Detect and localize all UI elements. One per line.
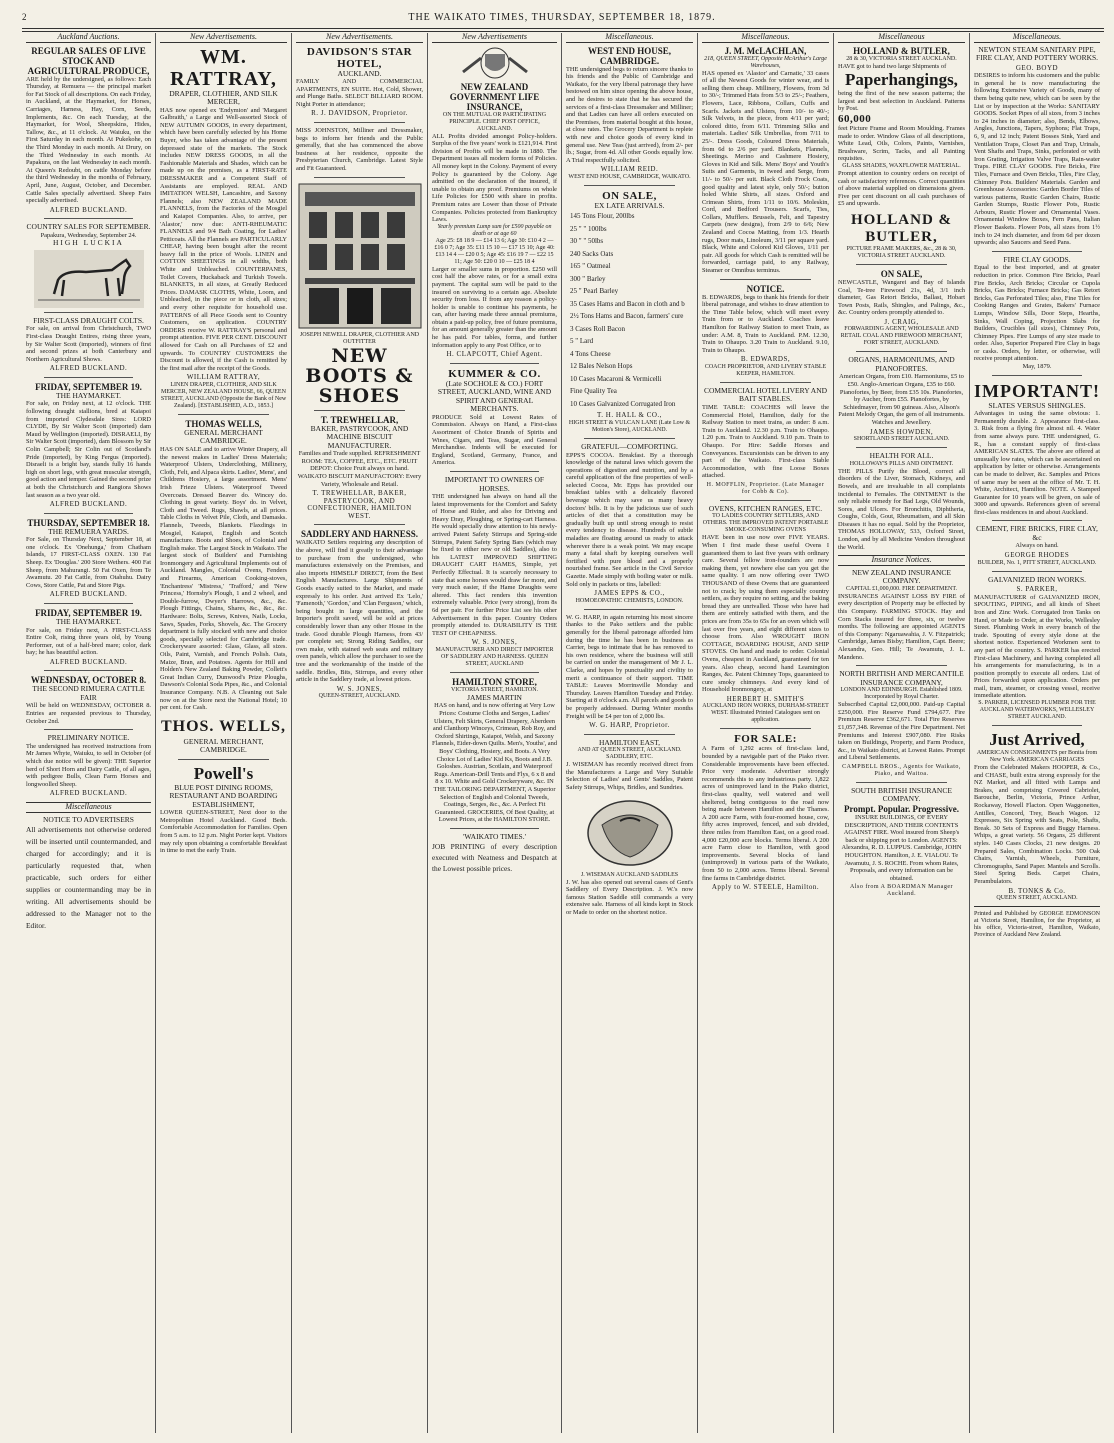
ad-signature: B. TONKS & Co.: [1008, 886, 1066, 895]
divider: [992, 571, 1082, 572]
ad-body-2: J. W. has also opened out several cases of Gent's Saddlery of Every Description. J. W.'s now famous Station Saddle still commands a very extensive sale. Harness of all kinds kept in Stock or Made to order on the shortest notice.: [566, 878, 693, 916]
ad-title: Just Arrived,: [989, 730, 1085, 750]
ad-signature: W. S. JONES,: [336, 684, 383, 693]
ad-owners-of-horses: [432, 476, 557, 668]
ad-address: QUEEN-STREET, AUCKLAND.: [318, 693, 401, 700]
ad-title: GRATEFUL—COMFORTING.: [581, 442, 678, 451]
ad-illustration-caption: HIGH LUCKIA: [53, 238, 124, 248]
ad-holloway: [838, 452, 965, 551]
ad-job-printing: [432, 833, 557, 875]
stock-list-item: 25 " " 100lbs: [570, 224, 607, 233]
ad-holland-butler-paper: [838, 46, 965, 208]
ad-entire-colt: [26, 608, 151, 666]
page-number: 2: [22, 12, 28, 22]
ad-title: REGULAR SALES OF LIVE STOCK AND AGRICULTURAL PRODUCE,: [27, 45, 150, 76]
divider: [856, 665, 947, 666]
column-8-header: Miscellaneous.: [974, 33, 1100, 43]
ad-signature: Also from A BOARDMAN Manager Auckland.: [850, 884, 953, 898]
ad-body-2: Larger or smaller sums in proportion. £250 will cost half the above rates, or for a small extra payment. The capital sum will be paid to the insured on surviving to a certain age. Absolute security from loss. If from any reason a policy-holder is unable to continue his payments, he can, after having made three annual premiums, obtain a paid-up policy, free of future premiums, for an amount generally greater than the amount he has paid. For tables, forms, and further information apply to any Post Office, or to: [432, 265, 557, 349]
ad-title: SADDLERY AND HARNESS.: [300, 529, 419, 540]
ad-body: A Farm of 1,292 acres of first-class land, bounded by a navigable part of the Piako river. Considerable improvements have been effected. Price very moderate. Advertiser strongly recommends this to any industrious party. 1,822 acres of unimproved land in the Piako district, first-class quality, well watered and well sheltered, being contiguous to the road now being made between Hamilton and the Thames. A 200 acre Farm, with four-roomed house, cow, fifty acres improved, fenced, and sub divided, three miles from Hamilton East, on a good road. 4,000 £20,000 acre blocks. Terms liberal. A 200 acre Farm close to Hamilton, with good improvements. Several blocks of land (unimproved) in various parts of the Waikato, from 50 to 2,000 acres. Terms liberal. Several fine farms in Cambridge district.: [702, 745, 829, 882]
divider: [178, 759, 269, 760]
ad-subtitle: PICTURE FRAME MAKERS, &c., 28 & 30, VICTORIA STREET AUCKLAND.: [846, 245, 957, 259]
column-1: [22, 33, 156, 1433]
coat-of-arms-icon: [455, 46, 535, 80]
ad-signature: H. CLAPCOTT, Chief Agent.: [446, 350, 543, 359]
ad-body: THE undersigned begs to return sincere thanks to his friends and the Public of Cambridge and Waikato, for the very liberal patronage they have bestowed on him since opening the above house, and he desires to state that he has secured the services of a first-class Dressmaker and Milliner; and that Ladies can have all orders executed on the Premises, from material bought at this house, at close rates. The Grocery Department is replete with new and choice goods of every kind in general use. New Teas (just arrived), from 2/- per lb.; Sugar, from 4d. All other Goods equally low. A Trial respectfully solicited.: [566, 65, 693, 164]
stock-list-item: 25 " Pearl Barley: [570, 287, 619, 296]
column-6-header: Miscellaneous.: [702, 33, 829, 43]
ad-craig-coal: [838, 269, 965, 348]
stock-list-item: 12 Bales Nelson Hops: [570, 362, 633, 371]
ad-title: THOS. WELLS,: [160, 717, 287, 735]
ad-body: ALL Profits divided amongst Policy-holders. Surplus of the five years' work is £121,914. First division of Profits will be made in 1880. The Department issues all modern forms of Policies. All money kept in the Colony. Payment of every Policy is guaranteed by the Colony. Age admitted on the declaration of the insured, if unable to obtain any proof. Premiums on whole Life Policies for £500 with share in profits. Premium rates are Lower than those of Private Companies. Policies protected from Bankruptcy Laws.: [432, 132, 557, 224]
ad-body: EPPS'S COCOA. Breakfast. By a thorough knowledge of the natural laws which govern the operations of digestion and nutrition, and by a careful application of the fine properties of well-selected Cocoa, Mr. Epps has provided our breakfast tables with a delicately flavored beverage which may save us many heavy doctors' bills. It is by the judicious use of such articles of diet that a constitution may be gradually built up until strong enough to resist every tendency to disease. Hundreds of subtle maladies are floating around us ready to attack wherever there is a weak point. We may escape many a fatal shaft by keeping ourselves well fortified with pure blood and a properly nourished frame. See article in the Civil Service Gazette. Made simply with boiling water or milk. Sold only in packets or tins, labelled:: [566, 451, 693, 588]
ad-subtitle: AND AT QUEEN STREET, AUCKLAND. SADDLERY, ETC.: [577, 747, 682, 761]
ad-signature: GEORGE RHODES: [1004, 551, 1070, 560]
ad-signature: WILLIAM REID.: [600, 165, 659, 174]
ad-address: AUCKLAND IRON WORKS, DURHAM-STREET WEST. Illustrated Printed Catalogues sent on application.: [702, 703, 829, 724]
masthead: [22, 12, 1102, 26]
ad-date: May, 1879.: [1022, 363, 1052, 371]
ad-epps-cocoa: [566, 443, 693, 605]
divider: [44, 513, 133, 514]
ad-subtitle: SLATES VERSUS SHINGLES.: [988, 400, 1086, 410]
premium-table: Age 25: £8 18 9 — £14 13 6; Age 30: £10 4 2 — £16 0 7; Age 35: £11 15 10 — £17 15 10; Age 40: £13 14 4 — £20 0 5; Age 45: £16 19 7 — £22 15 11; Age 50: £20 0 10 — £25 18 4: [434, 237, 555, 265]
ad-illustration-caption: J. WISEMAN AUCKLAND SADDLES: [580, 871, 679, 878]
ad-title: NEWTON STEAM SANITARY PIPE, FIRE CLAY, AND POTTERY WORKS.: [975, 44, 1099, 63]
ad-body: HAS opened ex 'Alastor' and Carnatic,' 33 cases of all the Newest Goods for winter wear, and is selling them cheap. Millinery, Flowers, from 3d to 30/-; Trimmed Hats from 5/3 to 25/-; Feathers, Flowers, Lace, Ribbons, Collars, Cuffs and Scarfs. Jackets and Ulsters, from 10/- to 40/-; Silk Velvets, in the piece, from 4/11 per yard; colored ditto, from 6/11. Trimming Silks and materials. Ladies' Silk Umbrellas, from 7/11 to 25/-. Dress Goods, Coloured Dress Materials, from 6d to 2/6 per yard. Blankets, Flannels, Sheetings. Merino and Cashmere Hosiery, Gloves in Kid and Silk. Mens' Boys' and Youth's Suits and Garments, in tweed and Serge, from 11/- to 50/- per suit. Black Cloth Frock Coats, good quality and latest style, only 50/-; button holed White Shirts, all sizes. Oxford and Crimean Shirts, from 1/11 to 10/6. Moleskin, Cord, and Bedford Trousers. Scarfs, Ties, Collars, Mufflers. Brussels, Felt, and Tapestry Carpets (new designs), from 2/9 to 6/6; New Zealand and Cocoa Matting, from 1/3. Hearth rugs, Door mats, Linoleum, 3/11 per square yard. Black, White and Colored Kid Gloves, 1/11 per pair. All goods for which Cash is remitted will be forwarded, carriage paid, to any Railway, Steamer or Omnibus terminus.: [702, 69, 829, 275]
ad-body: INSURANCES AGAINST LOSS BY FIRE of every description of Property may be effected by this Company. FARMING STOCK. Hay and Corn Stacks insured for three, six, or twelve months. The following are appointed AGENTS of this Company: Ngaruawahia, J. V. Fitzpatrick; Cambridge, James Bisby; Hamilton, Capt. Beere; Alexandra, Geo. Hill; Te Awamutu, J. L. Mandeno.: [838, 592, 965, 661]
masthead-rule: [22, 28, 1104, 29]
masthead-title: THE WAIKATO TIMES, THURSDAY, SEPTEMBER 18, 1879.: [408, 12, 716, 23]
ad-body: TIME TABLE: COACHES will leave the Commercial Hotel, Hamilton, daily for the Railway Station to meet trains, as under: 8 a.m. Train to Auckland. 12.30 p.m. Train to Ohaupo. 1.20 p.m. Train to Auckland. 9.10 p.m. Train to Ohaupo. For Hire: Saddle Horses and Conveyances. Excursionists can be driven to any part of the Waikato. First-class Stable Accommodation, with fine Loose Boxes attached.: [702, 403, 829, 480]
ad-body: Equal to the best imported, and at greater reduction in price. Common Fire Bricks, Pearl Fire Bricks, Arch Bricks; Circular or Cupola Bricks, Gas Bricks; Furnace Bricks; Gas Retort Bricks, Gas Perforated Tiles; also, Fine Tiles for Cooking Ranges and Grates, Bakers' Furnace Lumps, Window Sills, Door Steps, Hearths, Sinks, Wall Coping, Projection Slabs for Builders, Crucibles (all sizes), Chimney Pots, Chimney Pipes. Fire Lumps of any size made to order. Also, Superior Prepared Fire Clay in bags or casks. Orders, by letter, or otherwise, will receive prompt attention.: [974, 264, 1100, 363]
ad-subtitle: 218, QUEEN STREET, Opposite McArthur's Large Warehouses,: [704, 55, 827, 69]
column-5-header: Miscellaneous.: [566, 33, 693, 43]
ad-body: HAVE got to hand two large Shipments of: [838, 62, 947, 70]
divider: [450, 828, 539, 829]
divider: [992, 520, 1082, 521]
ad-body: Subscribed Capital £2,000,000. Paid-up Capital £250,000. Fire Reserve Fund £794,677. Fire Premium Reserve £362,671. Total Fire Reserves £1,057,348. Revenue of the Fire Department. Net Premiums and Interest £907,080. Fire Risks taken on Buildings, Property, and Farm Produce, &c., in Waikato district, at Lowest Rates. Prompt and Liberal Settlements.: [838, 701, 965, 762]
ad-galvanized-iron: [974, 576, 1100, 721]
ad-signature: ALFRED BUCKLAND.: [49, 364, 128, 373]
ad-title: HOLLAND & BUTLER,: [850, 211, 953, 245]
stock-list-item: 35 Cases Hams and Bacon in cloth and b: [570, 299, 685, 308]
ad-subtitle: HOMOEOPATHIC CHEMISTS, LONDON.: [575, 597, 684, 604]
ad-title: ORGANS, HARMONIUMS, AND PIANOFORTES.: [848, 355, 955, 373]
ad-body: Advantages in using the same obvious: 1. Permanently durable. 2. Appearance first-class. 3. Risk from a flying fire almost nil. 4. Water from same always pure. THE undersigned, G. R., has a constant supply of first-class AMERICAN SLATES. The above are offered at unusually low rates, which can be ascertained on application by letter or otherwise. Arrangements can be made to deliver, &c. Samples and Prices of same may be seen at the office of Mr. T. H. White, Architect, Hamilton. NOTE. A Stamped Guarantee for 10 years will be given, on sale of 3000 and upwards. References given of several first-class residences in and about Auckland.: [974, 410, 1100, 516]
ad-nz-insurance: [838, 569, 965, 661]
ad-body-3: feet Picture Frame and Room Moulding. Frames made to order. Window Glass of all descriptions, White Lead, Oils, Colors, Paints, Varnishes, Brushware, Scrim, Tacks, and all Painting requisites.: [838, 124, 965, 163]
ad-star-hotel: [296, 46, 423, 118]
ad-powells: [160, 764, 287, 855]
ad-body: Families and Trade supplied. REFRESHMENT ROOM: TEA, COFFEE, ETC., ETC. FRUIT DEPOT: Choice Fruit always on hand. WAIKATO BISCUIT MANUFACTORY: Every Variety, Wholesale and Retail.: [297, 450, 422, 488]
divider: [44, 670, 133, 671]
stock-list-item: 2½ Tons Hams and Bacon, farmers' cure: [570, 312, 684, 321]
ad-body: THE PILLS Purify the Blood, correct all disorders of the Liver, Stomach, Kidneys, and Bowels, and are invaluable in all complaints incidental to Females. The OINTMENT is the only reliable remedy for Bad Legs, Old Wounds, Sores, and Ulcers. For Bronchitis, Diphtheria, Coughs, Colds, Gout, Rheumatism, and all Skin Diseases it has no equal. Sold by the Proprietor, THOMAS HOLLOWAY, 533, Oxford Street, London, and by all Medicine Vendors throughout the World.: [838, 467, 965, 551]
ad-subtitle: BAKER, PASTRYCOOK, AND MACHINE BISCUIT MANUFACTURER.: [310, 423, 409, 450]
ad-title: NORTH BRITISH AND MERCANTILE INSURANCE COMPANY,: [839, 669, 964, 687]
ad-title: NEW BOOTS & SHOES: [305, 344, 414, 407]
divider: [314, 177, 405, 178]
ad-notice-advertisers: [26, 816, 151, 933]
column-3: [292, 33, 428, 1433]
divider: [720, 500, 811, 501]
ad-hamilton-store: [432, 677, 557, 824]
ad-body: INSURE BUILDINGS, OF EVERY DESCRIPTION, AND THEIR CONTENTS AGAINST FIRE. Wool insured from Sheep's back or shipping port to London. AGENTS: Alexandra, R. D. LUPPUS. Cambridge, JOHN HOUGHTON. Hamilton, J. E. VIALOU. Te Awamutu, J. S. ROCHE. From whom Rates, Proposals, and every information can be obtained.: [841, 813, 962, 882]
divider: [584, 609, 675, 610]
ad-subtitle: GENERAL MERCHANT, CAMBRIDGE.: [183, 736, 264, 755]
ad-title: COMMERCIAL HOTEL LIVERY AND BAIT STABLES.: [703, 385, 828, 404]
ad-edwards-notice: [702, 284, 829, 378]
ad-subtitle: FORWARDING AGENT, WHOLESALE AND RETAIL COAL AND FIREWOOD MERCHANT, FORT STREET, AUCKLAND.: [840, 326, 963, 347]
ad-title: 'WAIKATO TIMES.': [463, 831, 526, 841]
ad-subtitle: THE REMUERA YARDS.: [48, 526, 129, 536]
ad-title: FRIDAY, SEPTEMBER 19.: [35, 381, 142, 392]
ad-country-sales: [26, 223, 151, 308]
ad-title: CEMENT, FIRE BRICKS, FIRE CLAY, &c: [976, 524, 1098, 542]
divider: [314, 524, 405, 525]
stock-list-item: 10 Cases Macaroni & Vermicelli: [570, 374, 662, 383]
ad-title: WM. RATTRAY,: [170, 45, 277, 90]
ad-title: FIRE CLAY GOODS.: [1003, 254, 1071, 264]
column-2: [156, 33, 292, 1433]
ad-subtitle: TO LADIES COUNTRY SETTLERS, AND OTHERS. THE IMPROVED PATENT PORTABLE SMOKE-CONSUMING OVENS: [702, 513, 829, 534]
divider: [856, 447, 947, 448]
ad-body: W. G. HARP, in again returning his most sincere thanks to the Pako settlers and the public generally for the liberal patronage afforded him during the time he has been in business as Carrier, begs to intimate that he has removed to his own residence, where the business will still be carried on under the management of Mr J. L. Clarke, and hopes by punctuality and civility to merit a continuance of their support. TIME TABLE: Leaves Morrinsville Monday and Thursday. Leaves Hamilton Tuesday and Friday. Starting at 8 o'clock a.m. All parcels and goods to be properly addressed. During Winter months Freight will be £4 per ton of 2,000 lbs.: [566, 613, 693, 720]
ad-body: The undersigned has received instructions from Mr James Whyte, Waiuku, to sell in October (of which due notice will be given): THE Superior herd of Short Horn and Dairy Cattle, of all ages, with pedigree Bulls, Clean Farm Horses and longwoolled Sheep.: [26, 742, 151, 788]
ad-rattray: [160, 46, 287, 410]
ad-subtitle: SHORTLAND STREET AUCKLAND.: [853, 436, 950, 443]
stock-list-item: 10 Cases Galvanized Corrugated Iron: [570, 399, 676, 408]
ad-west-end-house: [566, 46, 693, 181]
ad-subtitle: HOLLOWAY'S PILLS AND OINTMENT.: [849, 460, 954, 467]
ad-body: HAS now opened ex 'Endymion' and 'Margaret Galbraith,' a Large and Well-assorted Stock of NEW AUTUMN GOODS, in every department, which have been carefully selected by his Home Buyer, who has taken advantage of the present depressed state of the markets. The Stock includes NEW DRESS GOODS, in all the Fashionable Materials and Shades, which can be made up on the premises, as a FIRST-RATE DRESSMAKER and a Competent Staff of Assistants are employed. REAL AND IMITATION WELSH, Lancashire, and Saxony Flannels; also NEW ZEALAND MADE FLANNELS, from the Factories of the Mosgiel and Kaiapoi Companies. Also, to arrive, per 'Alastor,' now due: ANTI-RHEUMATIC FLANNELS and 9/4 Bath Coating, for Ladies' Petticoats. All the Flannels are PARTICULARLY CHEAP, having been bought after the recent heavy fall in the price of Wools. LINEN and COTTON SHEETINGS in all widths, both White and Unbleached. COUNTERPANES, Toilet Covers, Huckaback and Turkish Towels. BLANKETS, in all sizes, at Greatly Reduced Prices. DAMASK CLOTHS, White, Loom, and Unbleached, in the piece or in cloth, all sizes; and every other requisite for household use. PATTERNS of all Piece Goods sent to Country Customers, on application. COUNTRY ORDERS receive W. RATTRAY'S personal and prompt attention. FIVE PER CENT. DISCOUNT allowed for Cash on all Purchases of £2 and upwards. To COUNTRY CUSTOMERS the Discount is allowed, if the Cash is remitted by the first mail after the receipt of the Goods.: [160, 106, 287, 372]
ad-body-2: being the first of the new season patterns; the largest and best selection in Auckland. Patterns by Post.: [838, 90, 965, 113]
ad-title: WEST END HOUSE, CAMBRIDGE.: [587, 45, 672, 66]
ad-title: HAMILTON EAST,: [598, 737, 661, 747]
ad-body: MANUFACTURER of GALVANIZED IRON, SPOUTING, PIPING, and all kinds of Sheet Iron and Zinc Work. Corrugated Iron Tanks on Hand, or Made to Order, at the Works, Wellesley Street. Plumbing Work in every branch of the trade. Spouting of every style done at the shortest notice. Experienced Workmen sent to any part of the country. S. PARKER has erected First-class Machinery, and having completed all his arrangements for manufacturing, is in a position promptly to execute all orders. List of Prices forwarded upon application. Orders per mail, tram, steamer, or crossing vessel, receive immediate attention.: [974, 593, 1100, 700]
divider: [44, 603, 133, 604]
saddle-engraving-icon: [580, 795, 680, 869]
column-6: [698, 33, 834, 1433]
ad-subtitle: WEST END HOUSE, CAMBRIDGE, WAIKATO.: [568, 173, 691, 180]
column-7-header: Miscellaneous: [838, 33, 965, 43]
ad-title: GALVANIZED IRON WORKS.: [988, 574, 1086, 584]
ad-signature: W. G. HARP, Proprietor.: [589, 721, 670, 730]
divider: [992, 375, 1082, 376]
premium-table-header: Yearly premium Lump sum for £500 payable on death or at age 60: [437, 223, 552, 237]
ad-signature-2: S. PARKER, LICENSED PLUMBER FOR THE AUCKLAND WATERWORKS, WELLESLEY STREET AUCKLAND.: [978, 700, 1096, 721]
ad-body: FAMILY AND COMMERCIAL APARTMENTS, EN SUITE. Hot, Cold, Shower, and Plunge Baths. SELECT BILLIARD ROOM. Night Porter in attendance;: [296, 78, 423, 108]
ad-address: HIGH STREET & VULCAN LANE (Late Low & Motion's Store), AUCKLAND.: [568, 420, 691, 433]
ad-name: JAMES MARTIN: [467, 692, 522, 702]
stock-list-item: 165 " Oatmeal: [570, 262, 611, 271]
column-4: [428, 33, 562, 1433]
ad-title: NOTICE TO ADVERTISERS: [43, 814, 134, 824]
ad-title: HOLLAND & BUTLER,: [853, 45, 950, 56]
ad-title: Powell's: [193, 763, 254, 783]
divider: [178, 414, 269, 415]
ad-title: SOUTH BRITISH INSURANCE COMPANY.: [851, 785, 952, 804]
ad-slates: [974, 380, 1100, 517]
column-1-header: Auckland Auctions.: [26, 33, 151, 43]
ad-title: COUNTRY SALES FOR SEPTEMBER.: [26, 222, 151, 232]
ad-subtitle: DRAPER, CLOTHIER, AND SILK MERCER,: [169, 88, 278, 107]
ad-signature: ALFRED BUCKLAND.: [49, 789, 128, 798]
divider: [44, 729, 133, 730]
ad-body: From the Celebrated Makers HOOPER, & Co., and CHASE, built extra strong expressly for the NZ Market, and all fitted with Lamps and Brakes, and comprising Covered Cabriolet, Barouche, Berlin, Victoria, Prince Arthur, Rockaway, Howell Flacton. Open Waggonettes, Antilles, Concord, Trey, Beach Wagon. 12 Expresses, Six Spring with Seats, Pole, Shafts, Break. 30 Sets of Express and Buggy Harness. Whips, a great variety. 56 Organs, 25 different styles. 140 Cases Clocks, 21 new designs. 20 Prepared Sales, Combination Locks. 500 Oak Chairs, Varnish, Wheels, Furniture, Chromographs, Sand Paper. Mantels and Scrolls. Steel Spring Beds. Carpet Chairs, Perambulators.: [974, 764, 1100, 885]
shopfront-engraving-icon: [297, 182, 423, 330]
ad-subtitle: EX LATE ARRIVALS.: [594, 200, 665, 210]
ad-body: All advertisements not otherwise ordered will be inserted until countermanded, and charged for accordingly; and it is particularly requested that, when practicable, such orders for either supplies or countermanding may be in writing. All advertisements should be addressed to the Manager not to the Editor.: [26, 825, 151, 930]
ad-signature: W. S. JONES,: [471, 638, 518, 647]
ad-title: ON SALE,: [602, 189, 657, 202]
ad-body: For sale, on arrival from Christchurch, TWO First-class Draught Entires, rising three years, by Sir Walter Scott (imported), winners of first and second prizes at both Canterbury and Northern Agricultural Shows.: [26, 325, 151, 363]
ad-title: HEALTH FOR ALL.: [869, 451, 934, 461]
ad-cattle-fair: [26, 675, 151, 725]
divider: [450, 471, 539, 472]
stock-list-item: 30 " " 50lbs: [570, 237, 604, 246]
stock-list-item: 300 " Barley: [570, 274, 606, 283]
ad-body: JOB PRINTING of every description executed with Neatness and Despatch at the Lowest possible prices.: [432, 842, 557, 874]
ad-body: PRODUCE Sold at Lowest Rates of Commission. Always on Hand, a First-class Assortment of Choice Brands of Spirits and Wines, Cigars, and Teas, Sugar, and General Merchandise. Indents will be executed for England, Scotland, Germany, France, and America.: [432, 413, 557, 467]
stock-list-item: 5 " Lard: [570, 337, 594, 346]
ad-address: BUILDER, No. 1, PITT STREET, AUCKLAND.: [977, 559, 1097, 566]
ad-body: NEWCASTLE, Wangarei and Bay of Islands Coal, Te-tree Firewood 21s, 4d, 3/1 inch diameter, Gas Retort Bricks, Ballast, Hobart Town Posts, Rails, Shingles, and Palings, &c., &c. Country orders promptly attended to.: [838, 278, 965, 317]
divider: [856, 782, 947, 783]
ad-subtitle-2: GLASS SHADES, WAXFLOWER MATERIAL.: [842, 162, 961, 169]
ad-title: NEW ZEALAND GOVERNMENT LIFE INSURANCE,: [449, 81, 540, 112]
divider: [720, 279, 811, 280]
ad-subtitle: Always on hand.: [1015, 542, 1059, 550]
divider: [450, 672, 539, 673]
section-header: Insurance Notices.: [838, 555, 965, 566]
divider: [584, 734, 675, 735]
ad-regular-sales: [26, 46, 151, 215]
ad-body: LOWER QUEEN-STREET, Next door to the Metropolitan Hotel Auckland. Good Beds. Comfortable Accommodation for Families. Open from 5 a.m. to 12 p.m. Night Porter kept. Visitors may rely upon obtaining a comfortable Breakfast in time to met the early Train.: [160, 809, 287, 855]
ad-title: T. TREWHELLAR,: [320, 414, 399, 425]
section-header: Miscellaneous: [26, 802, 151, 813]
ad-body: ARE held by the undersigned, as follows: Each Thursday, at Remuera — the principal market for Fat Stock of all descriptions. On each Friday, in Auckland, at the Haymarket, for Horses, Carriages, Harness, Hay, Corn, Seeds, Implements, &c. On each Tuesday, at the Haymarket, for Wool, Sheepskins, Hides, Tallow, &c., at 11 o'clock. At Waiuku, on the First Saturday in each month. At Pukekohe, on the Third Monday in each month. At Drury, on the Third Wednesday in each month. At Papakura, on the last Wednesday in each month. At Queen's Redoubt, on cattle Monday before the third Wednesday in the months of February, April, June, August, October, and December. Cattle Sales specially advertised. Sheep Fairs specially advertised.: [26, 75, 151, 205]
ad-south-british: [838, 787, 965, 898]
ad-body: THE undersigned has always on hand all the latest improvements for the Comfort and Safety of Horse and Rider, and also for Driving and Heavy Dray, Ploughing, or Spring-cart Harness. He would specially draw attention to his newly-arrived Patent Safety Stirrups and Spring-side Stirrups, Patent Safety Spring Bars (which may be fixed to either new or old Saddles), also to his LATEST IMPROVED SHIFTING DRAUGHT CART HAMES, Simple, yet Perfectly Effectual. It is scarcely necessary to state that some horses would draw far more, and very much easier, if the Hame Draughts were altered. This fact renders this invention extremely valuable. Price (very strong), from 8s 6d per pair. For further Price List see his other Advertisement in this paper. Country Orders promptly attended to. DURABILITY IS THE TEST OF CHEAPNESS.: [432, 493, 557, 637]
ad-on-sale-hall: [566, 190, 693, 434]
ad-title: OVENS, KITCHEN RANGES, ETC.: [708, 503, 823, 513]
divider: [314, 410, 405, 411]
stock-list-item: 3 Cases Roll Bacon: [570, 324, 626, 333]
ad-title: DAVIDSON'S STAR HOTEL,: [306, 45, 413, 70]
ad-title: J. M. McLACHLAN,: [724, 45, 807, 56]
ad-title: KUMMER & CO.: [448, 367, 541, 380]
masthead-rule-2: [22, 31, 1104, 32]
ad-body: American Organs, from £10. Harmoniums, £5 to £50. Anglo-American Organs, £35 to £60. Pianofortes, by Beer, from £35 10s. Pianofortes, by Aucher, from £55. Pianofortes, by Schiedmayer, from 90 guineas. Also, Alison's Patent Melody Organ, the gem of all instruments. Watches and Jewellery.: [838, 373, 965, 427]
ad-harp-carrier: [566, 614, 693, 730]
ad-holland-butler-frames: [838, 212, 965, 260]
ad-subtitle: LONDON AND EDINBURGH. Established 1809. Incorporated by Royal Charter.: [840, 687, 963, 701]
ad-body: Papakura, Wednesday, September 24.: [40, 231, 137, 239]
ad-body: DESIRES to inform his customers and the public in general he is now manufacturing the following Extensive Variety of Goods, many of them being quite new, which can be seen by the List or by inspection at the Works: SANITARY GOODS. Socket Pipes of all sizes, from 3 inches to 24 inches in diameter; also, Bends, Elbows, Angles, Junctions, Tapers, Syphons; Flat Traps, 6, 9, and 12 inch; Patent Bosses Sink, Yard and Ventilation Traps, Closet Pan and Trap, Urinals, Vent Shafts and Traps, Sinks, perforated or with Iron Grating, Irrigation Valve Traps, Rain-water Traps. FIRE CLAY GOODS. Fire Bricks, Fire Tiles, Furnace and Oven Bricks, Tiles, Fire Clay, Chimney Pots. Builders' Materials. Garden and Greenhouse Accessories: Garden Border Tiles of various patterns, Rustic Garden Chairs, Rustic Garden Stumps, Rustic Flower Pots, Rustic Arbours, Rustic Flower and Ornamental Vases. Ornamental Window Boxes, Fern Pans, Italian Flower Baskets. Flower Pots, all sizes from 1½ inch to 24 inch diameter, and from 6d per dozen upwards; also Saucers and Seed Pans.: [974, 72, 1100, 247]
stock-list: [566, 210, 693, 410]
ad-thos-wells: [160, 716, 287, 755]
ad-signature: R. J. DAVIDSON, Proprietor.: [311, 109, 408, 118]
column-4-header: New Advertisements: [432, 33, 557, 43]
ad-saddlery-harness: [296, 529, 423, 700]
divider: [992, 725, 1082, 726]
ad-title: WEDNESDAY, OCTOBER 8.: [30, 675, 147, 686]
ad-subtitle: THE SECOND RIMUERA CATTLE FAIR: [32, 684, 145, 702]
ad-body: HAS ON SALE and to arrive Winter Drapery, all the newest makes in Ladies' Dress Materials; Waterproof Ulsters, Underclothing, Millinery, Cloth, Felt, and Alpaca skirts. Ladies', Mens', and Childrens Hosiery, a large assortment. Mens' Irish Frieze Ulsters. Waterproof Tweed Overcoats. Dressed Beaver do. Wincey do. Clothing in great variety. Boys' do. in Velvet, Cloth and Tweed. Rugs, Shawls, at all prices. Table Cloths in Velvet Pile, Cloth, and Damasks. Flannels, Tweeds, Blankets. Flaxdings in Mosgiel, Kaiapoi, English and Scotch manufacture. Boots and Shoes, of Colonial and English make. The Largest Stock in Waikato. The largest stock of Builders' and Furnishing Ironmongery and Agricultural Implements out of Auckland. Mangles, Colonial Ovens, Fenders and Firearms, American Cooking-stoves, 'Enchantress' 'Mistress,' 'Trafford,' and 'New Princess,' Hornsby's Plough, 1 and 2 wheel, and Double-furrow, Dwyer's Harrows, &c., &c. Plough Fittings, Chains, Shares, &c., &c., &c. Hardware: Bolts, Screws, Knives, Nails, Locks, Saws, Spades, Forks, Shovels, &c. The Grocery department is fully stocked with new and choice goods, specially selected for Cambridge trade. Crockeryware assorted: Glass, Glass, all sizes. Oils, Paint, Varnish, and French Polish. Oats, Maize, Bran, and Potatoes. Agents for Hill and Holden's New Zealand Baking Powder, Collett's Great Indian Curry, Dunwood's Prize Ploughs, Dawson's Colonial Soda Pipes, &c., and Colonial Insurance Company. N.B. A Cleaning out Sale now on at the Store next the National Hotel; 10 per cent. for Cash.: [160, 445, 287, 712]
ad-for-sale-farms: [702, 733, 829, 891]
ad-subtitle: BLUE POST DINING ROOMS, RESTAURANT AND BOARDING ESTABLISHMENT,: [169, 782, 278, 809]
ad-title: FIRST-CLASS DRAUGHT COLTS.: [33, 315, 144, 325]
ad-signature: S. PARKER,: [1016, 585, 1058, 594]
ad-signature: CAMPBELL BROS., Agents for Waikato, Piako, and Waitoa.: [842, 763, 961, 777]
ad-title: NOTICE.: [746, 283, 785, 294]
ad-title: ON SALE,: [880, 268, 923, 279]
ad-draught-colts: [26, 317, 151, 373]
divider: [314, 122, 405, 123]
ad-body: WAIKATO Settlers requiring any description of the above, will find it greatly to their advantage to purchase from the undersigned, who manufactures extensively on the Premises, and also imports HIMSELF DIRECT, from the Best English Manufactures. Large Shipments of Goods exactly suited to the Market, and made expressly to his order. Just arrived Ex 'Lelo,' 'Famenoth,' 'Gordon,' and 'Clan Ferguson,' which, being bought in large quantities, and the Importer's profit saved, will be sold at prices considerably lower than any other House in the trade. Good durable Plough Harness, from 43/ per complete set; Strong Riding Saddles, our own make, with stained web seats and military oven panels, which allow the purchaser to see the tree and the workmanship of the inside of the saddle. Bridles, Bits, Stirrups, and every other article in the Saddlery trade, at lowest prices.: [296, 539, 423, 684]
horse-engraving-icon: [34, 250, 144, 308]
ad-subtitle: Prompt. Popular. Progressive.: [844, 803, 959, 814]
ad-subtitle: AUCKLAND.: [337, 68, 382, 78]
ad-signature: T. TREWHELLAR, BAKER, PASTRYCOOK, AND CONFECTIONER, HAMILTON WEST.: [307, 489, 412, 520]
column-2-header: New Advertisements.: [160, 33, 287, 43]
imprint: Printed and Published by GEORGE EDMONSON at Victoria Street, Hamilton, for the Proprietor, at his office, Victoria-street, Hamilton, Waikato, Province of Auckland New Zealand.: [974, 911, 1100, 939]
ad-mclachlan: [702, 46, 829, 275]
column-8: [970, 33, 1104, 1433]
ad-subtitle: GENERAL MERCHANT CAMBRIDGE.: [184, 427, 263, 446]
divider: [584, 185, 675, 186]
ad-signature: H. MOFFLIN, Proprietor. (Late Manager for Cobb & Co).: [706, 481, 825, 495]
ad-organs: [838, 356, 965, 443]
divider: [44, 312, 133, 313]
ad-body: Will be held on WEDNESDAY, OCTOBER 8. Entries are requested previous to Thursday, October 2nd.: [26, 702, 151, 725]
ad-cement: [974, 525, 1100, 566]
ad-title: THURSDAY, SEPTEMBER 18.: [27, 517, 150, 528]
ad-subtitle: AMERICAN CONSIGNMENTS per Bonita from New York. AMERICAN CARRIAGES: [976, 750, 1098, 764]
ad-headline-2: 60,000: [838, 112, 872, 125]
ad-thomas-wells: [160, 419, 287, 712]
ad-body: For sale, on Friday next, A FIRST-CLASS Entire Colt, rising three years old, by Young Performer, out of a half-bred mare; color, dark bay; he has beautiful action.: [26, 626, 151, 657]
ad-preliminary-notice: [26, 734, 151, 798]
ad-kummer: [432, 368, 557, 467]
divider: [856, 351, 947, 352]
divider: [720, 728, 811, 729]
ad-signature: ALFRED BUCKLAND.: [49, 205, 128, 214]
ad-newell-store: [296, 182, 423, 406]
ad-illustration-caption: JOSEPH NEWELL DRAPER, CLOTHIER AND OUTFITTER: [299, 331, 420, 345]
ad-wiseman-saddlery: [566, 739, 693, 917]
ad-title: PRELIMINARY NOTICE.: [47, 733, 130, 743]
ad-title: FRIDAY, SEPTEMBER 19.: [35, 608, 142, 618]
ad-subtitle: (Late SOCHOLE & CO.) FORT STREET, AUCKLAND, WINE AND SPIRIT AND GENERAL MERCHANTS.: [437, 378, 552, 414]
ad-subtitle: MANUFACTURER AND DIRECT IMPORTER OF SADDLERY AND HARNESS. QUEEN STREET, AUCKLAND: [435, 646, 554, 667]
ad-body-4: Prompt attention to country orders on receipt of cash or satisfactory references. Correct quantities of above material supplied on dimensions given. Five per cent discount on all cash purchases of £5 and upwards.: [838, 169, 965, 208]
ad-body: HAS on hand, and is now offering at Very Low Prices: Costume Cloths and Serges, Ladies' Ulsters, Felt Skirts, General Drapery, Aberdeen and Clanthorp Winceys, Crimean, Rob Roy, and Oxford Shirtings, Kaiapoi, Welsh, and Saxony Flannels, Eider-down Quilts. Men's, Youths', and Boys' Clothing, Hosiery, and Boots. A Very Choice Lot of Ladies' Kid Ks, Boots and J.B. Goloshes. Austrian, Scotlain, and Waterproof Rugs. American-Drill Tents and Flys, 6 x 8 and 8 x 10. White and Gold Crockeryware, &c. IN THE TAILORING DEPARTMENT, A Superior Selection of English and Colonial Tweeds, Coatings, Serges, &c., &c. A Perfect Fit Guaranteed. GROCERIES, Of Best Quality, at Lowest Prices, at the HAMILTON STORE.: [432, 702, 558, 824]
divider: [974, 906, 1100, 907]
ad-title: HAMILTON STORE,: [452, 676, 537, 687]
ad-subtitle: COACH PROPRIETOR, AND LIVERY STABLE KEEPER, HAMILTON.: [704, 363, 827, 377]
ad-friday-haymarket: [26, 382, 151, 509]
ad-title: NEW ZEALAND INSURANCE COMPANY.: [851, 567, 952, 586]
ad-body: For Sale, on Thursday Next, September 18, at one o'clock. Ex 'Onehunga,' from Chatham Islands, 17 FIRST-CLASS OXEN. 130 Fat Sheep. Ex 'Douglas.' 200 Store Wethers. 400 Fat Sheep, from Mahurangi. 50 Fat Oxen, from Te Awamutu. 20 Fat Cattle, from Otahuhu. Dairy Cows, Store Cattle, Pat and Store Pigs.: [26, 536, 151, 589]
ad-subtitle: 28 & 30, VICTORIA STREET AUCKLAND.: [846, 55, 957, 62]
divider: [720, 382, 811, 383]
ad-signature: ALFRED BUCKLAND.: [49, 500, 128, 509]
ad-signature: ALFRED BUCKLAND.: [49, 590, 128, 599]
ad-title: IMPORTANT!: [974, 380, 1101, 401]
ad-address: LINEN DRAPER, CLOTHIER, AND SILK MERCER, NEW ZEALAND HOUSE, 66, QUEEN STREET, AUCKLAND (Opposite the Bank of New Zealand). [ESTABLISHED, A.D., 1853.]: [160, 381, 287, 409]
ad-subtitle: THE HAYMARKET.: [56, 617, 121, 626]
column-7: [834, 33, 970, 1433]
ad-signature: B. EDWARDS,: [740, 355, 791, 364]
ad-tonks-carriages: [974, 730, 1100, 902]
ad-signature: T. H. HALL & CO.,: [597, 411, 662, 420]
ad-signature: ALFRED BUCKLAND.: [49, 657, 128, 666]
ad-body: J. WISEMAN has recently received direct from the Manufacturers a Large and Very Suitable Selection of Ladies' and Gents' Saddles, Patent Safety Stirrups, Whips, Bridles, and Sundries.: [566, 761, 693, 791]
newspaper-columns: [22, 33, 1104, 1433]
stock-list-item: 145 Tons Flour, 200lbs: [570, 212, 635, 221]
divider: [44, 218, 133, 219]
ad-govt-life-insurance: [432, 46, 557, 359]
ad-signature: JAMES HOWDEN,: [869, 427, 934, 436]
ad-signature: J. CRAIG,: [884, 317, 919, 326]
ad-signature: JAMES EPPS & CO.,: [594, 589, 665, 598]
divider: [992, 251, 1082, 252]
ad-commercial-hotel: [702, 387, 829, 496]
ad-body: HAVE been in use now over FIVE YEARS. When I first made these useful Ovens I guaranteed them to last five years with ordinary care. Several fellow iron-founders are now making them, yet nowhere else can you get the same quality. I am now offering over TWO THOUSAND of these Ovens that are guaranteed not to crack; by using them especially country settlers, as they require no setting, and the baking bread they are unrivalled. Those who have had them are entirely satisfied with them, and the prices are from 35s to 65s for an oven which will last over five years, and eight different sizes to choose from. Also WROUGHT IRON COTTAGE, BOARDING HOUSE, AND SHIP STOVES. On hand and made to order. Colonial Ovens, cheapest in Auckland, guaranteed for ten years. Also cheap, second hand Leamington Ranges, &c. Patent Chimney Tops, guaranteed to cure smoky chimneys. And every kind of Household Ironmongery, at: [702, 534, 829, 694]
ad-title: IMPORTANT TO OWNERS OF HORSES.: [444, 475, 545, 493]
ad-signature: HERBERT H. SMITH'S: [726, 694, 805, 703]
divider: [450, 363, 539, 364]
ad-headline: Paperhangings,: [845, 70, 958, 90]
stock-list-item: 4 Tons Cheese: [570, 349, 611, 358]
ad-miss-johnston: [296, 127, 423, 173]
ad-body: For sale, on Friday next, at 12 o'clock. THE following draught stallions, bred at Kaiapoi from imported Clydesdale Sires: LORD CLYDE, By Sir Walter Scott (imported) dam Maud by Wellington (imported). DISRAELI, By Sir Walter Scott (imported), dam Blossom by Sir Colin Campbell; Sir Colin out of Scotland's Pride (imported), by King Fergus (imported). Disraeli is a bright bay, stands fully 16 hands high on short legs, with great muscular strength, good action and temper. Gained the second prize at both the Christchurch and Rangiora Shows last season as a two year old.: [26, 400, 151, 499]
ad-newton-pottery: [974, 46, 1100, 247]
ad-body: MISS JOHNSTON, Milliner and Dressmaker, begs to inform her friends and the Public generally, that she has commenced the above business at her residence, opposite the Presbyterian Church, Cambridge. Latest Style and Fit Guaranteed.: [296, 127, 423, 173]
ad-signature: GEO. BOYD: [1015, 63, 1059, 72]
ad-subtitle: CAPITAL £1,000,000. FIRE DEPARTMENT.: [845, 585, 958, 592]
ad-title: THOMAS WELLS,: [185, 418, 262, 429]
ad-signature: Apply to W. STEELE, Hamilton.: [711, 883, 820, 892]
ad-ovens: [702, 505, 829, 725]
divider: [584, 438, 675, 439]
stock-list-item: Fine Quality Tea: [570, 387, 617, 396]
ad-trewhellar: [296, 415, 423, 521]
column-5: [562, 33, 698, 1433]
column-3-header: New Advertisements.: [296, 33, 423, 43]
divider: [44, 377, 133, 378]
ad-subtitle: THE HAYMARKET.: [56, 390, 121, 400]
ad-body: B. EDWARDS, begs to thank his friends for their liberal patronage, and wishes to draw attention to the Time Table below, which will meet every Train from or to Auckland. Coaches leave Hamilton for Railway Station to meet Train, as under: A.M. 8, Train to Auckland. P.M. 12.30, Train to Ohaupo. 3.20 Train to Auckland. 9.10, Train to Ohaupo.: [702, 293, 829, 354]
ad-subtitle: ON THE MUTUAL OR PARTICIPATING PRINCIPLE. CHIEF POST OFFICE, AUCKLAND.: [442, 111, 547, 132]
ad-address: QUEEN STREET, AUCKLAND.: [996, 895, 1078, 902]
divider: [856, 264, 947, 265]
ad-remuera-yards: [26, 518, 151, 599]
ad-north-british: [838, 670, 965, 778]
ad-signature: WILLIAM RATTRAY,: [186, 373, 261, 382]
ad-title: FOR SALE:: [734, 733, 797, 746]
ad-subtitle: VICTORIA STREET, HAMILTON.: [450, 686, 539, 693]
stock-list-item: 240 Sacks Oats: [570, 249, 614, 258]
ad-fire-clay: [974, 256, 1100, 371]
